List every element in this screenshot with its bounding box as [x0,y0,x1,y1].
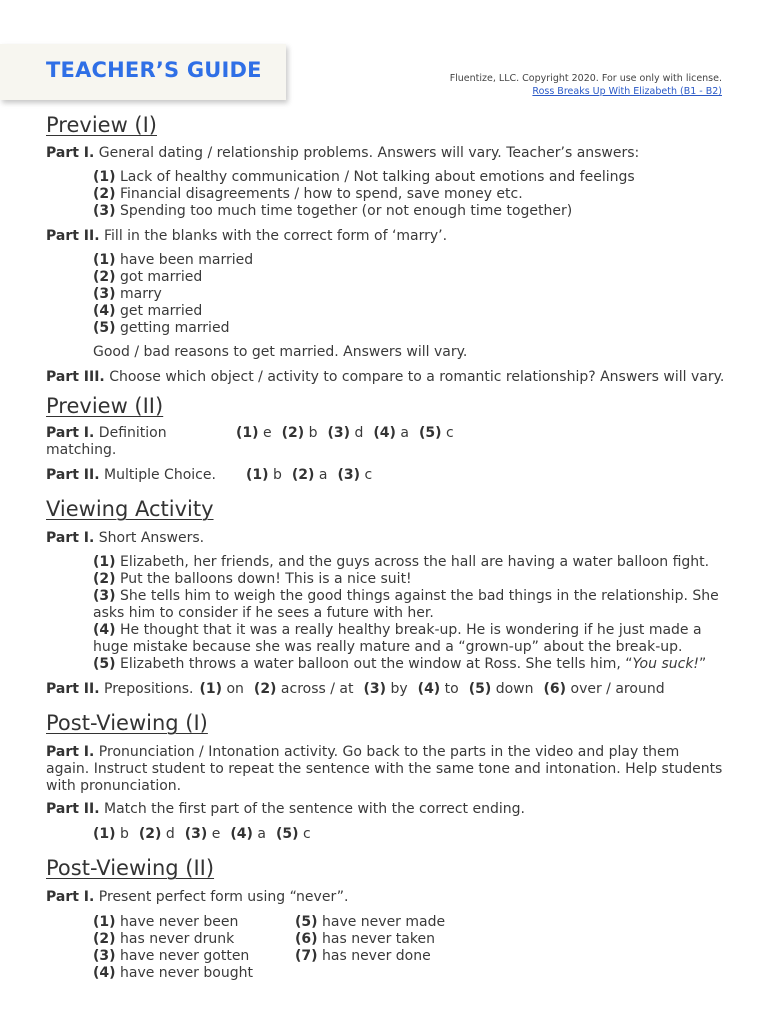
item-number: (3) [93,948,116,964]
post1-part1 [46,744,726,795]
answer-value: d [165,826,175,842]
answer-value: c [446,425,454,441]
item-text: has never taken [322,931,435,947]
item-text: getting married [120,320,230,336]
item-number: (5) [295,914,318,930]
viewing-part2 [46,681,726,698]
item-text: has never done [322,948,431,964]
part-text: General dating / relationship problems. Answers will vary. Teacher’s answers: [98,145,640,161]
viewing-part1-list [46,554,726,673]
answer-value: c [364,467,373,483]
item-number: (3) [93,286,116,302]
guide-content [46,112,726,982]
list-item [93,588,726,622]
answer-number: (2) [281,425,305,441]
item-text: got married [120,269,203,285]
list-item [93,965,295,982]
answer-number: (1) [246,467,269,483]
part-heading [46,467,246,484]
section-heading-preview-2: Preview (II) [46,394,164,418]
viewing-part1 [46,530,726,547]
answer-value: b [308,425,318,441]
answer-value: to [444,681,459,697]
list-item [295,948,445,965]
item-number: (1) [93,252,116,268]
post2-part1 [46,889,726,906]
item-text: Spending too much time together (or not enough time together) [120,203,573,219]
answer-value: b [273,467,282,483]
item-text: She tells him to weigh the good things against the bad things in the relationship. She asks him to consider if he sees a future with her. [93,588,719,621]
title-banner [0,44,286,100]
post1-part2 [46,801,726,818]
item-text: Elizabeth, her friends, and the guys across the hall are having a water balloon fight. [120,554,710,570]
item-number: (3) [93,588,116,604]
answer-number: (4) [230,826,253,842]
answer-number: (4) [373,425,396,441]
answer [282,425,318,442]
part-text: Present perfect form using “never”. [98,889,349,905]
list-item [93,286,726,303]
item-number: (6) [295,931,318,947]
item-number: (2) [93,931,116,947]
list-item [93,914,295,931]
answer [469,681,534,698]
part-text: Choose which object / activity to compare to a romantic relationship? Answers will vary. [109,369,725,385]
part-text: Pronunciation / Intonation activity. Go back to the parts in the video and play them again. Instruct student to repeat the sentence with the same tone and intonation. Help students with pronunciation. [46,744,723,794]
answer-number: (4) [417,681,441,697]
answer [364,681,408,698]
part-label: Part I. [46,145,95,161]
answer [328,425,364,442]
item-number: (2) [93,269,116,285]
item-text: get married [120,303,203,319]
item-text: Lack of healthy communication / Not talking about emotions and feelings [120,169,635,185]
part-label: Part I. [46,889,95,905]
part-text: Short Answers. [98,530,205,546]
answer [185,826,221,843]
list-item [93,931,295,948]
list-item [93,571,726,588]
item-number: (4) [93,622,116,638]
part-label: Part I. [46,530,95,546]
answer-value: a [257,826,266,842]
list-item [93,656,726,673]
answer [373,425,409,442]
item-number: (5) [93,320,116,336]
list-item [93,622,726,656]
part-label: Part I. [46,744,95,760]
preview1-part2 [46,228,726,245]
section-heading-viewing: Viewing Activity [46,497,214,521]
item-text: have never gotten [120,948,250,964]
answer [337,467,372,484]
item-text: have been married [120,252,254,268]
item-text: Financial disagreements / how to spend, save money etc. [120,186,523,202]
item-number: (3) [93,203,116,219]
answer-number: (2) [291,467,315,483]
answer [93,826,129,843]
section-heading-post-viewing-2: Post-Viewing (II) [46,856,215,880]
list-item [93,269,726,286]
answer-number: (3) [337,467,361,483]
answer [276,826,311,843]
item-number: (1) [93,554,116,570]
note-text: Good / bad reasons to get married. Answers will vary. [93,344,468,360]
list-item [93,303,726,320]
answer [544,681,665,698]
part-label: Part II. [46,228,100,244]
preview1-part1-list [46,169,726,220]
list-item [93,554,726,571]
part-label: Part III. [46,369,105,385]
answer-number: (2) [138,826,162,842]
answer-value: down [495,681,534,697]
answer [199,681,243,698]
part-label: Part II. [46,801,100,817]
part-text: Multiple Choice. [104,467,216,483]
list-item [93,252,726,269]
list-item [93,169,726,186]
item-text: Elizabeth throws a water balloon out the window at Ross. She tells him, “ [120,656,633,672]
part-text: Prepositions. [104,681,194,697]
item-number: (5) [93,656,116,672]
part-text: Match the first part of the sentence with the correct ending. [104,801,525,817]
answer-number: (5) [419,425,442,441]
part-heading [46,425,236,459]
answer-column-left [93,914,295,982]
quote-emphasis: You suck! [632,656,700,672]
item-text: Put the balloons down! This is a nice suit! [120,571,412,587]
answer [419,425,454,442]
answer-number: (6) [543,681,567,697]
list-item [295,931,445,948]
preview2-part2 [46,467,726,484]
preview2-part1 [46,425,726,459]
answer-value: c [303,826,311,842]
answer-number: (5) [468,681,492,697]
answer-number: (5) [276,826,299,842]
answer-value: e [263,425,272,441]
item-number: (4) [93,965,116,981]
part-text: Fill in the blanks with the correct form of ‘marry’. [104,228,448,244]
item-text: marry [120,286,162,302]
item-text: He thought that it was a really healthy break-up. He is wondering if he just made a huge mistake because she was really mature and a “grown-up” about the break-up. [93,622,702,655]
answer-number: (2) [253,681,277,697]
answer-number: (3) [363,681,387,697]
preview1-part2-list [46,252,726,361]
item-number: (2) [93,571,116,587]
list-item [295,914,445,931]
answer [254,681,354,698]
answer [230,826,266,843]
part-label: Part I. [46,425,95,441]
part-label: Part II. [46,681,100,697]
answer-value: a [318,467,328,483]
item-number: (1) [93,169,116,185]
list-item [93,186,726,203]
copyright-block [450,72,722,98]
item-text-end: ” [699,656,707,672]
section-heading-preview-1: Preview (I) [46,113,157,137]
item-number: (1) [93,914,116,930]
list-item [93,948,295,965]
answer-value: over / around [570,681,665,697]
answer-number: (3) [327,425,351,441]
answer-number: (3) [184,826,208,842]
answer-value: on [226,681,244,697]
item-text: have never made [322,914,446,930]
item-number: (7) [295,948,318,964]
answer-value: a [400,425,409,441]
answer-number: (1) [199,681,223,697]
part-label: Part II. [46,467,100,483]
preview1-part1 [46,145,726,162]
answer-number: (1) [93,826,116,842]
answer [418,681,459,698]
list-item [93,203,726,220]
section-heading-post-viewing-1: Post-Viewing (I) [46,711,208,735]
preview1-part3 [46,369,726,386]
answer-value: b [120,826,129,842]
answer [139,826,175,843]
lesson-link[interactable]: Ross Breaks Up With Elizabeth (B1 - B2) [532,86,722,97]
answer [246,467,282,484]
answer-value: by [390,681,408,697]
answer-value: across / at [280,681,354,697]
post2-answer-columns [46,914,726,982]
part-heading [46,681,193,698]
answer-column-right [295,914,445,982]
answer-value: e [211,826,221,842]
item-number: (4) [93,303,116,319]
item-text: have never bought [120,965,253,981]
answer-number: (1) [236,425,259,441]
item-text: has never drunk [120,931,235,947]
answer [236,425,272,442]
item-number: (2) [93,186,116,202]
page-title: TEACHER’S GUIDE [46,58,262,82]
list-item [93,320,726,337]
post1-part2-answers [46,826,726,843]
item-text: have never been [120,914,239,930]
part-text: Definition matching. [46,425,167,458]
answer-value: d [354,425,364,441]
copyright-text: Fluentize, LLC. Copyright 2020. For use only with license. [449,73,722,84]
answer [292,467,328,484]
